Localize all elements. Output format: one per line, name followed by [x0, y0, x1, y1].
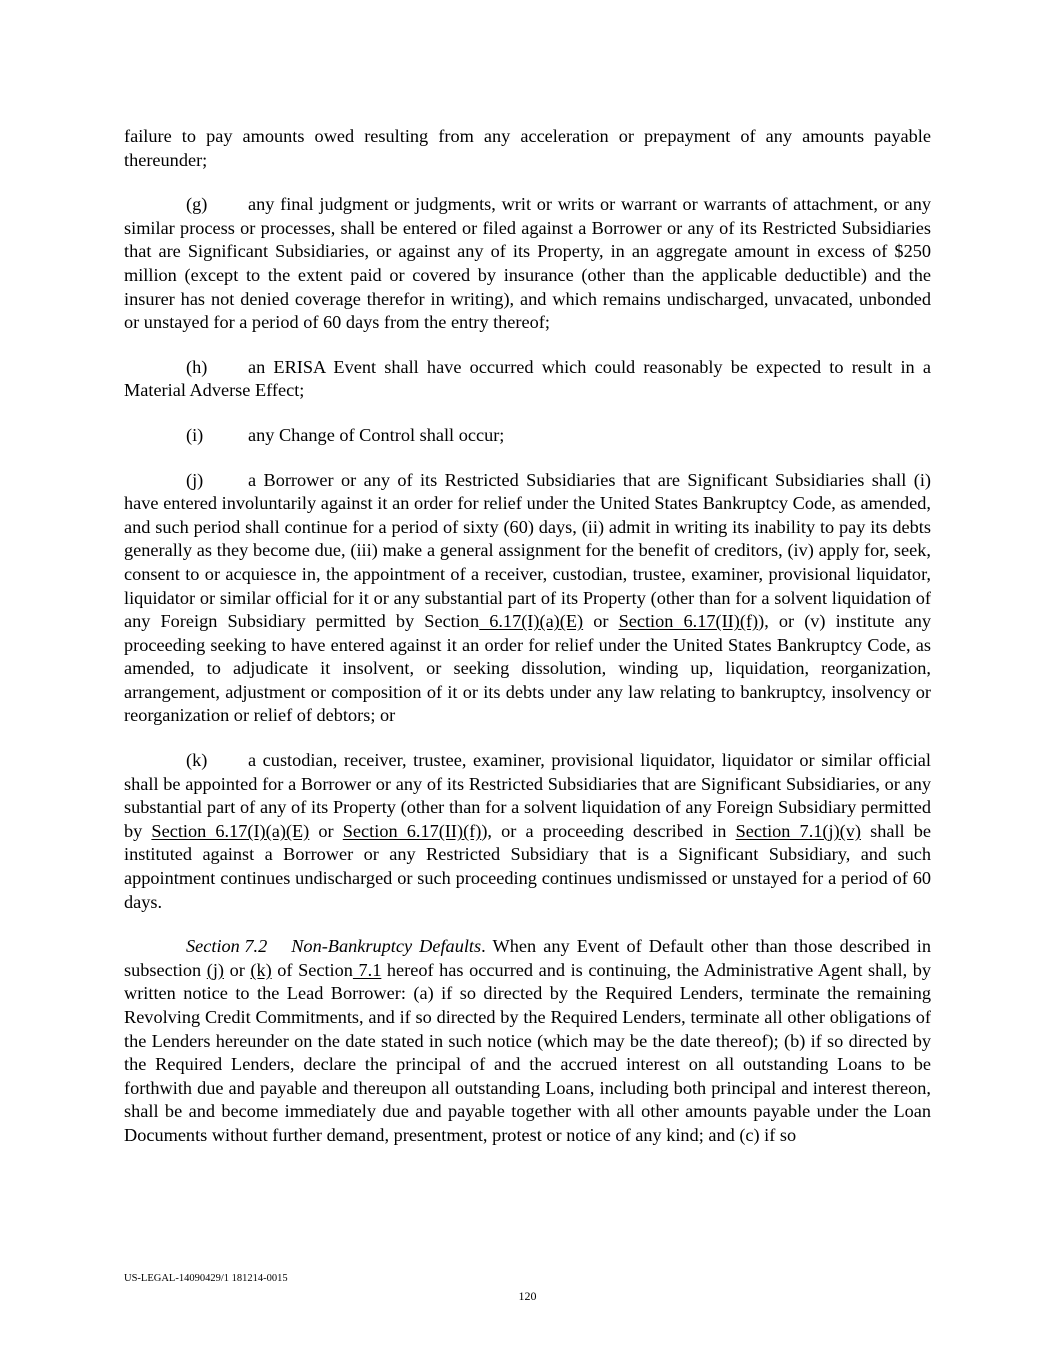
section-ref-link[interactable]: Section 6.17(II)(f)	[618, 611, 759, 632]
section-text: . When any Event of Default other than those described in subsection	[124, 936, 931, 980]
section-ref-link[interactable]: 7.1	[352, 959, 382, 980]
document-page	[124, 125, 931, 1148]
clause-text: shall be instituted against a Borrower or any Restricted Subsidiary that is a Significant Subsidiary, and such appointment continues undischarged or such proceeding continues undismissed or unstayed for a period of 60 days.	[124, 820, 932, 912]
clause-label: (g)	[186, 194, 208, 215]
clause-text: a custodian, receiver, trustee, examiner, provisional liquidator, liquidator or similar official shall be appointed for a Borrower or any of its Restricted Subsidiaries that are Significant Subsidiaries, or any substantial part of any of its Property (other than for a solvent liquidation of any Foreign Subsidiary permitted by	[124, 750, 931, 841]
clause-h	[124, 356, 931, 403]
clause-label: (h)	[186, 356, 208, 377]
clause-text: ), or a proceeding described in	[481, 820, 736, 841]
clause-text: or	[583, 611, 619, 632]
clause-text: ), or (v) institute any proceeding seeking to have entered against it an order for relief under the United States Bankruptcy Code, as amended, to adjudicate it insolvent, or seeking dissolution, winding up, liquidation, reorganization, arrangement, adjustment or composition of it or its debts under any law relating to bankruptcy, insolvency or reorganization or relief of debtors; or	[124, 611, 931, 726]
section-ref-link[interactable]: Section 6.17(I)(a)(E)	[151, 820, 310, 841]
clause-text: any final judgment or judgments, writ or writs or warrant or warrants of attachment, or any similar process or processes, shall be entered or filed against a Borrower or any of its Restricted Subsidiaries that are Significant Subsidiaries, or against any of its Property, in an aggregate amount in excess of $250 million (except to the extent paid or covered by insurance (other than the applicable deductible) and the insurer has not denied coverage therefor in writing), and which remains undischarged, unvacated, unbonded or unstayed for a period of 60 days from the entry thereof;	[124, 194, 931, 333]
clause-text: an ERISA Event shall have occurred which could reasonably be expected to result in a Material Adverse Effect;	[124, 356, 931, 401]
continuation-paragraph: failure to pay amounts owed resulting from any acceleration or prepayment of any amounts payable thereunder;	[124, 126, 931, 170]
subsection-ref-link[interactable]: (j)	[206, 959, 225, 980]
clause-g	[124, 193, 931, 335]
subsection-ref-link[interactable]: (k)	[250, 959, 272, 980]
clause-j	[124, 469, 931, 729]
section-7-2	[124, 935, 931, 1147]
page-number: 120	[518, 1289, 537, 1303]
section-text: or	[224, 959, 251, 980]
clause-i	[124, 424, 931, 448]
section-ref-link[interactable]: Section 6.17(II)(f)	[342, 820, 482, 841]
section-title: Non-Bankruptcy Defaults	[291, 936, 482, 957]
clause-label: (i)	[186, 424, 204, 445]
clause-text: a Borrower or any of its Restricted Subsidiaries that are Significant Subsidiaries shall (i) have entered involuntarily against it an order for relief under the United States Bankruptcy Code, as amended, and such period shall continue for a period of sixty (60) days, (ii) admit in writing its inability to pay its debts generally as they become due, (iii) make a general assignment for the benefit of creditors, (iv) apply for, seek, consent to or acquiesce in, the appointment of a receiver, custodian, trustee, examiner, provisional liquidator, liquidator or similar official for it or any substantial part of its Property (other than for a solvent liquidation of any Foreign Subsidiary permitted by Section	[124, 469, 931, 632]
clause-k	[124, 749, 931, 914]
section-ref-link[interactable]: 6.17(I)(a)(E)	[479, 611, 584, 632]
section-ref-link[interactable]: Section 7.1(j)(v)	[735, 820, 861, 841]
clause-text: any Change of Control shall occur;	[248, 424, 505, 445]
document-id: US-LEGAL-14090429/1 181214-0015	[124, 1273, 288, 1284]
clause-text: or	[309, 820, 343, 841]
section-text: of Section	[271, 959, 353, 980]
clause-label: (k)	[186, 750, 208, 771]
section-number: Section 7.2	[186, 936, 268, 957]
clause-label: (j)	[186, 469, 204, 490]
section-text: hereof has occurred and is continuing, the Administrative Agent shall, by written notice to the Lead Borrower: (a) if so directed by the Required Lenders, terminate the remaining Revolving Credit Commitments, and if so directed by the Required Lenders, terminate all other obligations of the Lenders hereunder on the date stated in such notice (which may be the date thereof); (b) if so directed by the Required Lenders, declare the principal of and the accrued interest on all outstanding Loans to be forthwith due and payable and thereupon all outstanding Loans, including both principal and interest thereon, shall be and become immediately due and payable together with all other amounts payable under the Loan Documents without further demand, presentment, protest or notice of any kind; and (c) if so	[124, 959, 931, 1145]
